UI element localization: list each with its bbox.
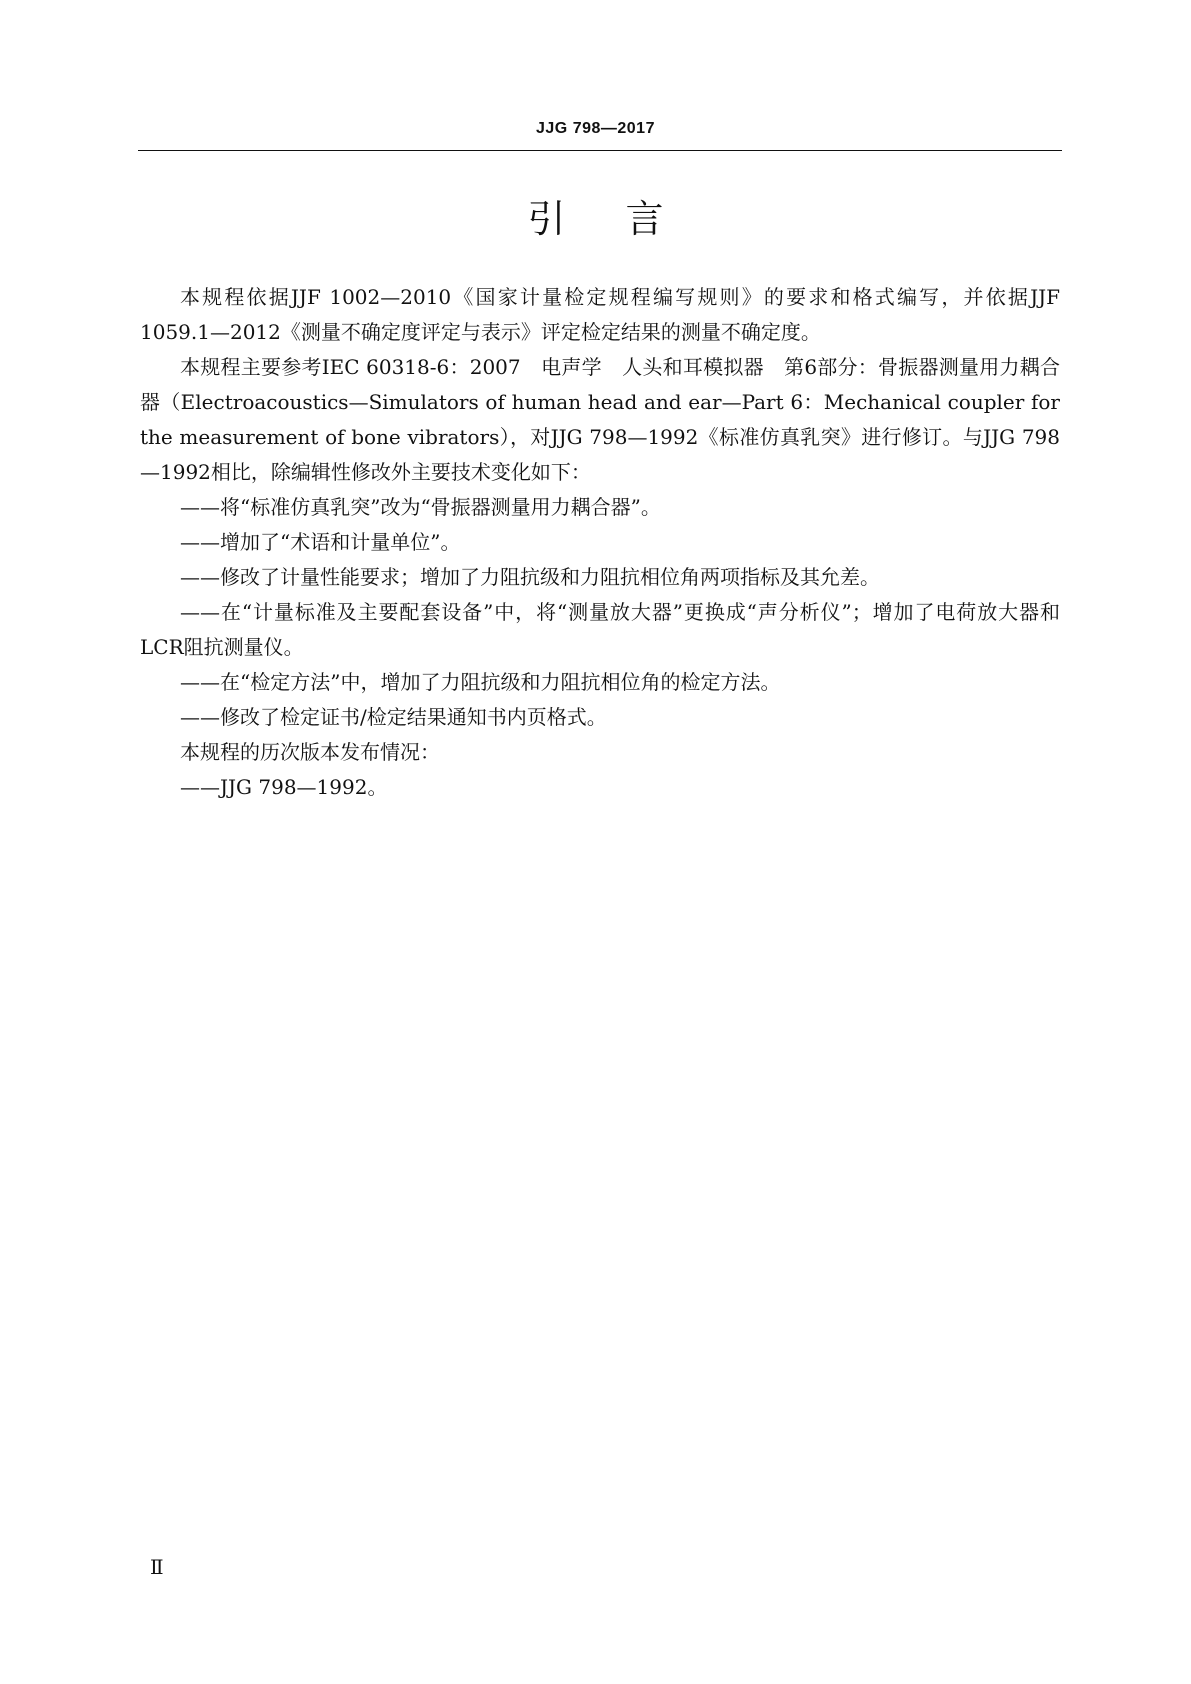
change-item: ——在“计量标准及主要配套设备”中，将“测量放大器”更换成“声分析仪”；增加了电荷放大器和LCR阻抗测量仪。 — [140, 600, 1060, 659]
history-item: ——JJG 798—1992。 — [180, 775, 388, 799]
page-title: 引言 — [527, 197, 724, 241]
change-item: ——将“标准仿真乳突”改为“骨振器测量用力耦合器”。 — [180, 495, 661, 519]
page-number: Ⅱ — [150, 1555, 164, 1579]
running-header: JJG 798—2017 — [536, 120, 655, 137]
change-item: ——增加了“术语和计量单位”。 — [180, 530, 461, 554]
document-body — [140, 280, 1060, 805]
change-item: ——修改了计量性能要求；增加了力阻抗级和力阻抗相位角两项指标及其允差。 — [180, 565, 880, 589]
change-item: ——在“检定方法”中，增加了力阻抗级和力阻抗相位角的检定方法。 — [180, 670, 781, 694]
paragraph-reference: 本规程主要参考IEC 60318-6：2007 电声学 人头和耳模拟器 第6部分：骨振器测量用力耦合器（Electroacoustics—Simulators of human head and ear—Part 6：Mechanical coupler for the measurement of bone vibrators），对JJG 798—1992《标准仿真乳突》进行修订。与JJG 798—1992相比，除编辑性修改外主要技术变化如下： — [140, 355, 1060, 484]
paragraph-basis: 本规程依据JJF 1002—2010《国家计量检定规程编写规则》的要求和格式编写，并依据JJF 1059.1—2012《测量不确定度评定与表示》评定检定结果的测量不确定度。 — [140, 285, 1060, 344]
change-item: ——修改了检定证书/检定结果通知书内页格式。 — [180, 705, 607, 729]
header-rule — [138, 150, 1062, 151]
paragraph-history: 本规程的历次版本发布情况： — [180, 740, 440, 764]
